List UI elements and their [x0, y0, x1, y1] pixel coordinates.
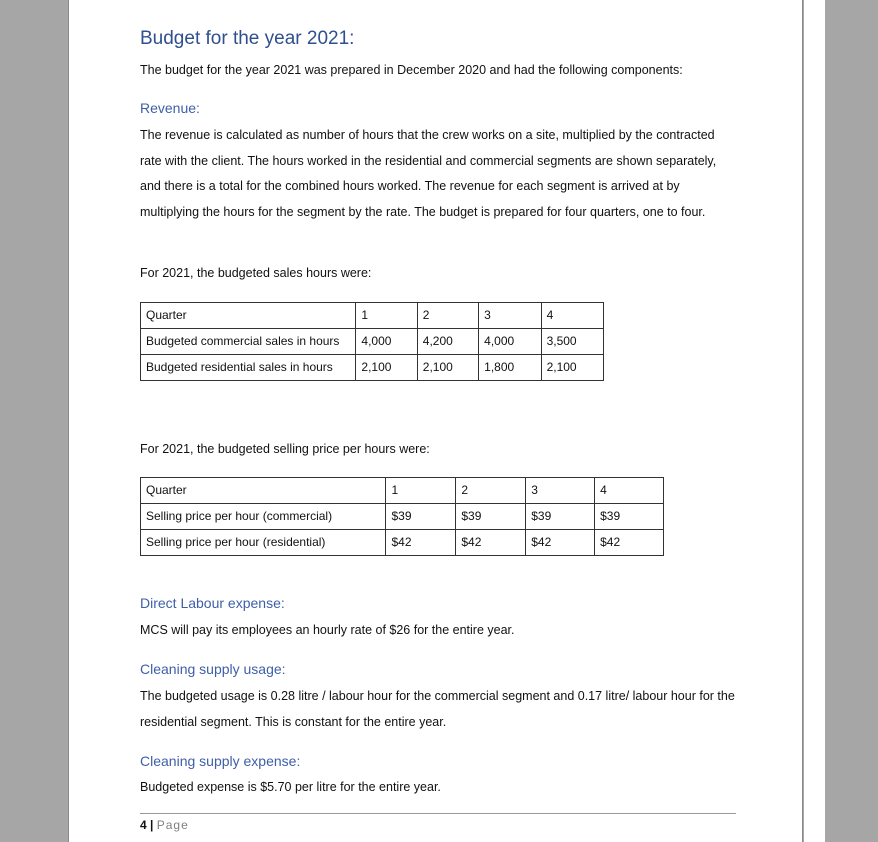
expense-heading: Cleaning supply expense: [140, 753, 301, 769]
table-cell: $39 [526, 504, 595, 530]
table-cell: 3 [479, 303, 541, 329]
expense-paragraph: Budgeted expense is $5.70 per litre for the entire year. [140, 780, 441, 794]
table-cell: 3,500 [541, 329, 603, 355]
table-cell: $42 [386, 530, 456, 556]
table-cell: 1,800 [479, 355, 541, 381]
table-cell: 2,100 [417, 355, 478, 381]
table-cell: $39 [456, 504, 526, 530]
page-title: Budget for the year 2021: [140, 28, 355, 49]
table-cell: Selling price per hour (residential) [141, 530, 386, 556]
table-cell: 4,200 [417, 329, 478, 355]
labour-paragraph: MCS will pay its employees an hourly rate of $26 for the entire year. [140, 623, 515, 637]
table-cell: 4 [595, 478, 664, 504]
table-row [141, 303, 604, 329]
table-cell: $42 [526, 530, 595, 556]
table-cell: Quarter [141, 478, 386, 504]
table-cell: Budgeted residential sales in hours [141, 355, 356, 381]
table-cell: Selling price per hour (commercial) [141, 504, 386, 530]
sales-hours-table [140, 302, 604, 381]
usage-paragraph: The budgeted usage is 0.28 litre / labour hour for the commercial segment and 0.17 litre/ labour hour for the residential segment. This is constant for the entire year. [140, 689, 735, 729]
page-gap [804, 0, 825, 842]
table-cell: 1 [356, 303, 417, 329]
footer-rule [140, 813, 736, 814]
right-margin-area [825, 0, 878, 842]
table-cell: 2 [456, 478, 526, 504]
table-cell: 4 [541, 303, 603, 329]
table-row [141, 478, 664, 504]
page-footer [140, 818, 189, 832]
page-label: Page [156, 818, 189, 832]
table-row [141, 355, 604, 381]
table-cell: $42 [595, 530, 664, 556]
selling-price-table [140, 477, 664, 556]
table-cell: 1 [386, 478, 456, 504]
table-row [141, 530, 664, 556]
usage-heading: Cleaning supply usage: [140, 661, 286, 677]
page-number: 4 [140, 818, 147, 832]
revenue-heading: Revenue: [140, 100, 200, 116]
price-intro: For 2021, the budgeted selling price per hours were: [140, 442, 430, 456]
footer-separator: | [150, 818, 154, 832]
document-page [68, 0, 803, 842]
table-cell: $39 [595, 504, 664, 530]
table-cell: Budgeted commercial sales in hours [141, 329, 356, 355]
table-cell: 2 [417, 303, 478, 329]
table-row [141, 329, 604, 355]
revenue-paragraph: The revenue is calculated as number of hours that the crew works on a site, multiplied by the contracted rate with the client. The hours worked in the residential and commercial segments are shown separately, and there is a total for the combined hours worked. The revenue for each segment is arrived at by multiplying the hours for the segment by the rate. The budget is prepared for four quarters, one to four. [140, 128, 717, 219]
labour-heading: Direct Labour expense: [140, 595, 285, 611]
intro-paragraph: The budget for the year 2021 was prepared in December 2020 and had the following components: [140, 63, 683, 77]
sales-hours-intro: For 2021, the budgeted sales hours were: [140, 266, 372, 280]
table-cell: 2,100 [356, 355, 417, 381]
table-cell: $42 [456, 530, 526, 556]
table-cell: Quarter [141, 303, 356, 329]
table-row [141, 504, 664, 530]
table-cell: 2,100 [541, 355, 603, 381]
table-cell: 4,000 [356, 329, 417, 355]
table-cell: 4,000 [479, 329, 541, 355]
table-cell: 3 [526, 478, 595, 504]
table-cell: $39 [386, 504, 456, 530]
